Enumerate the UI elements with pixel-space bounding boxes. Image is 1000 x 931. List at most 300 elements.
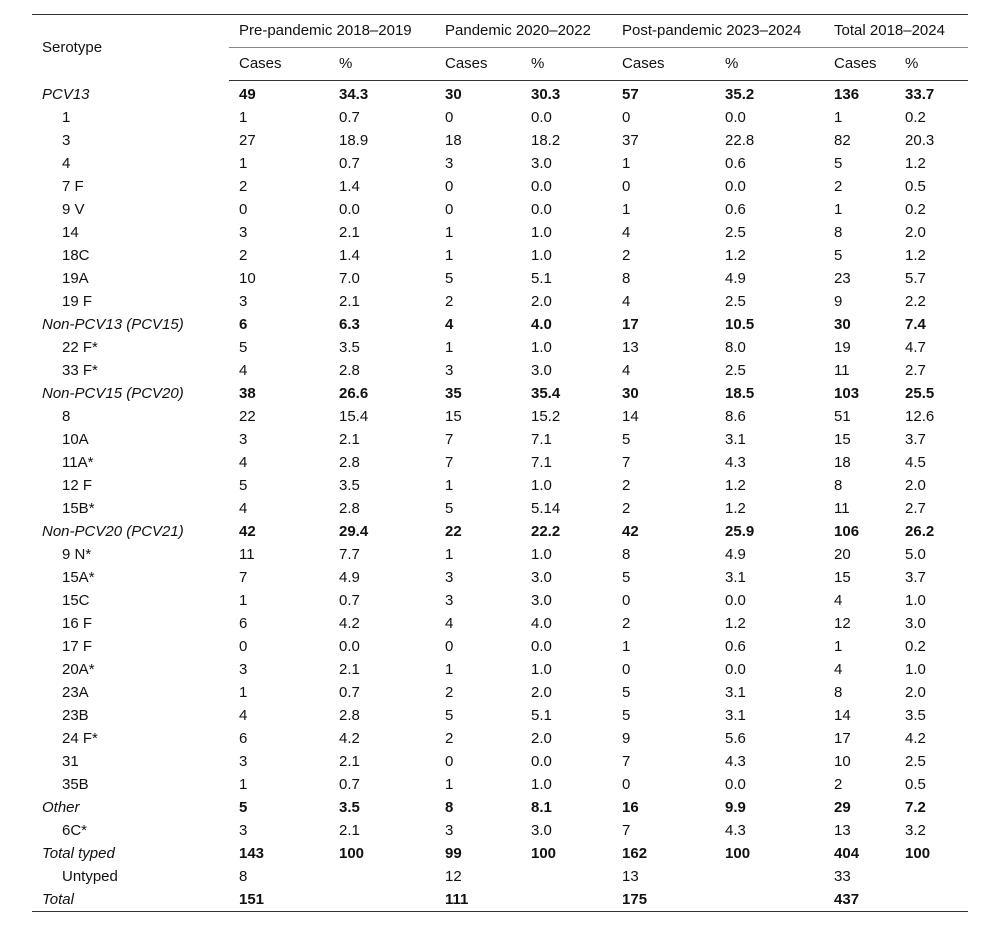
cases-cell: 162	[622, 845, 648, 862]
serotype-table-container	[32, 14, 968, 912]
percent-cell: 2.1	[339, 224, 360, 241]
table-row	[32, 428, 968, 451]
cases-header: Cases	[229, 48, 329, 81]
cases-cell: 3	[239, 431, 248, 448]
cases-cell: 7	[622, 822, 631, 839]
cases-cell: 4	[239, 707, 248, 724]
percent-cell	[895, 888, 968, 912]
cases-cell: 1	[445, 661, 454, 678]
serotype-label: 10A	[62, 431, 89, 448]
percent-cell: 1.0	[531, 776, 552, 793]
percent-cell: 4.2	[339, 615, 360, 632]
percent-cell: 3.0	[531, 155, 552, 172]
serotype-label: 4	[62, 155, 71, 172]
table-row	[32, 152, 968, 175]
cases-cell: 15	[834, 431, 851, 448]
serotype-label: Other	[42, 799, 80, 816]
percent-cell: 2.1	[339, 293, 360, 310]
percent-cell: 25.5	[905, 385, 935, 402]
serotype-label: Non-PCV15 (PCV20)	[42, 385, 184, 402]
percent-cell: 7.4	[905, 316, 926, 333]
cases-cell: 4	[239, 454, 248, 471]
cases-cell: 1	[445, 247, 454, 264]
cases-cell: 10	[834, 753, 851, 770]
cases-cell: 42	[622, 523, 639, 540]
table-row	[32, 819, 968, 842]
percent-cell: 7.1	[531, 431, 552, 448]
cases-cell: 4	[834, 661, 843, 678]
cases-cell: 1	[445, 546, 454, 563]
serotype-label: 33 F*	[62, 362, 98, 379]
percent-cell: 2.1	[339, 661, 360, 678]
percent-cell: 4.2	[339, 730, 360, 747]
table-row	[32, 405, 968, 428]
table-row	[32, 244, 968, 267]
percent-cell: 4.9	[725, 270, 746, 287]
percent-cell: 4.9	[725, 546, 746, 563]
serotype-label: Non-PCV13 (PCV15)	[42, 316, 184, 333]
percent-cell: 9.9	[725, 799, 746, 816]
cases-cell: 5	[834, 247, 843, 264]
percent-cell: 26.6	[339, 385, 369, 402]
cases-cell: 82	[834, 132, 851, 149]
percent-cell: 3.0	[531, 569, 552, 586]
cases-cell: 7	[622, 753, 631, 770]
cases-cell: 106	[834, 523, 860, 540]
percent-cell: 100	[905, 845, 931, 862]
percent-cell: 1.0	[905, 661, 926, 678]
percent-cell: 3.1	[725, 684, 746, 701]
percent-cell: 2.0	[531, 730, 552, 747]
serotype-label: Total	[32, 888, 229, 912]
cases-cell: 30	[622, 385, 639, 402]
serotype-label: Untyped	[62, 868, 118, 885]
percent-header: %	[329, 48, 435, 81]
percent-cell: 15.4	[339, 408, 369, 425]
category-row	[32, 81, 968, 107]
cases-cell: 0	[445, 201, 454, 218]
percent-cell: 0.0	[339, 638, 360, 655]
cases-cell: 13	[622, 339, 639, 356]
cases-cell: 1	[239, 684, 248, 701]
percent-cell: 3.5	[339, 799, 360, 816]
cases-cell: 2	[622, 500, 631, 517]
percent-cell: 33.7	[905, 86, 935, 103]
cases-cell: 51	[834, 408, 851, 425]
percent-cell: 2.1	[339, 431, 360, 448]
table-row	[32, 773, 968, 796]
percent-cell: 18.2	[531, 132, 561, 149]
cases-cell: 4	[239, 362, 248, 379]
cases-cell: 42	[239, 523, 256, 540]
percent-cell: 2.1	[339, 753, 360, 770]
percent-cell: 3.1	[725, 707, 746, 724]
percent-cell	[715, 888, 824, 912]
cases-cell: 37	[622, 132, 639, 149]
percent-cell: 0.0	[531, 178, 552, 195]
cases-header: Cases	[435, 48, 521, 81]
percent-cell: 3.0	[531, 592, 552, 609]
cases-cell: 0	[622, 776, 631, 793]
cases-cell: 1	[445, 477, 454, 494]
percent-cell: 3.5	[905, 707, 926, 724]
percent-cell: 5.6	[725, 730, 746, 747]
cases-cell: 57	[622, 86, 639, 103]
cases-cell: 49	[239, 86, 256, 103]
cases-cell: 5	[445, 707, 454, 724]
percent-cell: 7.2	[905, 799, 926, 816]
cases-cell: 143	[239, 845, 265, 862]
table-row	[32, 543, 968, 566]
percent-cell	[521, 888, 612, 912]
cases-cell: 14	[834, 707, 851, 724]
percent-cell: 0.7	[339, 592, 360, 609]
cases-cell: 3	[445, 362, 454, 379]
percent-cell: 2.8	[339, 454, 360, 471]
cases-cell: 1	[445, 776, 454, 793]
cases-cell: 136	[834, 86, 860, 103]
table-row	[32, 612, 968, 635]
cases-cell: 1	[834, 201, 843, 218]
cases-cell: 5	[622, 431, 631, 448]
cases-cell: 3	[445, 569, 454, 586]
cases-cell: 7	[622, 454, 631, 471]
serotype-label: 6C*	[62, 822, 88, 839]
cases-cell: 5	[445, 270, 454, 287]
table-row	[32, 451, 968, 474]
percent-cell: 0.0	[725, 109, 746, 126]
table-row	[32, 221, 968, 244]
percent-cell	[329, 865, 435, 888]
percent-cell: 0.0	[531, 753, 552, 770]
cases-cell: 13	[834, 822, 851, 839]
category-row	[32, 796, 968, 819]
percent-cell: 4.5	[905, 454, 926, 471]
percent-cell: 10.5	[725, 316, 755, 333]
percent-cell: 5.7	[905, 270, 926, 287]
cases-cell: 111	[435, 888, 521, 912]
cases-cell: 11	[239, 546, 255, 563]
percent-cell: 2.0	[531, 293, 552, 310]
cases-cell: 18	[445, 132, 462, 149]
table-row	[32, 497, 968, 520]
cases-cell: 2	[622, 615, 631, 632]
cases-cell: 33	[834, 868, 851, 885]
serotype-label: 20A*	[62, 661, 95, 678]
cases-cell: 30	[834, 316, 851, 333]
cases-cell: 17	[834, 730, 851, 747]
percent-cell: 0.0	[531, 201, 552, 218]
percent-cell: 1.0	[531, 339, 552, 356]
cases-cell: 3	[445, 822, 454, 839]
cases-cell: 7	[239, 569, 248, 586]
cases-cell: 1	[622, 638, 631, 655]
percent-cell: 1.2	[905, 247, 926, 264]
cases-cell: 4	[239, 500, 248, 517]
cases-cell: 5	[834, 155, 843, 172]
percent-cell: 0.0	[725, 592, 746, 609]
table-row	[32, 727, 968, 750]
percent-cell: 0.0	[339, 201, 360, 218]
percent-header: %	[715, 48, 824, 81]
percent-cell: 18.9	[339, 132, 369, 149]
cases-cell: 7	[445, 431, 454, 448]
serotype-label: 23B	[62, 707, 89, 724]
percent-cell: 2.1	[339, 822, 360, 839]
percent-cell: 30.3	[531, 86, 561, 103]
percent-cell: 7.0	[339, 270, 360, 287]
serotype-label: PCV13	[42, 85, 90, 103]
percent-cell: 8.1	[531, 799, 552, 816]
percent-cell: 2.0	[905, 684, 926, 701]
table-row	[32, 474, 968, 497]
percent-cell: 1.2	[725, 500, 746, 517]
percent-cell: 3.0	[531, 822, 552, 839]
percent-cell: 3.0	[905, 615, 926, 632]
cases-cell: 9	[834, 293, 843, 310]
cases-cell: 8	[834, 224, 843, 241]
cases-cell: 23	[834, 270, 851, 287]
cases-cell: 8	[834, 684, 843, 701]
percent-cell: 2.0	[905, 224, 926, 241]
percent-cell: 0.2	[905, 201, 926, 218]
serotype-label: 15B*	[62, 500, 95, 517]
category-row	[32, 382, 968, 405]
percent-cell: 1.2	[905, 155, 926, 172]
percent-cell: 26.2	[905, 523, 935, 540]
percent-cell: 8.6	[725, 408, 746, 425]
cases-cell: 3	[445, 592, 454, 609]
percent-cell: 100	[339, 845, 365, 862]
serotype-label: 3	[62, 132, 71, 149]
cases-cell: 18	[834, 454, 851, 471]
percent-cell: 20.3	[905, 132, 935, 149]
table-row	[32, 658, 968, 681]
percent-cell: 34.3	[339, 86, 369, 103]
percent-cell: 0.0	[531, 109, 552, 126]
serotype-label: 35B	[62, 776, 89, 793]
table-row	[32, 566, 968, 589]
cases-cell: 1	[622, 155, 631, 172]
period-header-total: Total 2018–2024	[824, 15, 968, 48]
cases-cell: 29	[834, 799, 851, 816]
serotype-label: 18C	[62, 247, 90, 264]
cases-cell: 3	[239, 293, 248, 310]
cases-cell: 103	[834, 385, 860, 402]
cases-cell: 99	[445, 845, 462, 862]
cases-cell: 1	[239, 592, 248, 609]
serotype-table	[32, 14, 968, 912]
period-header-pre: Pre-pandemic 2018–2019	[229, 15, 435, 48]
percent-cell: 4.2	[905, 730, 926, 747]
cases-cell: 5	[445, 500, 454, 517]
table-row	[32, 129, 968, 152]
percent-cell: 3.7	[905, 431, 926, 448]
cases-cell: 11	[834, 362, 850, 379]
cases-cell: 1	[239, 776, 248, 793]
percent-cell: 5.1	[531, 270, 552, 287]
percent-cell: 1.4	[339, 247, 360, 264]
percent-cell: 2.0	[905, 477, 926, 494]
serotype-label: 7 F	[62, 178, 84, 195]
cases-cell: 2	[622, 477, 631, 494]
cases-cell: 6	[239, 615, 248, 632]
percent-cell: 0.6	[725, 638, 746, 655]
cases-cell: 0	[445, 109, 454, 126]
percent-cell: 1.0	[531, 546, 552, 563]
cases-cell: 0	[622, 109, 631, 126]
cases-cell: 5	[239, 477, 248, 494]
cases-cell: 12	[445, 868, 462, 885]
percent-cell: 1.4	[339, 178, 360, 195]
percent-cell: 2.2	[905, 293, 926, 310]
table-row	[32, 681, 968, 704]
serotype-label: 9 N*	[62, 546, 92, 563]
cases-cell: 0	[445, 753, 454, 770]
cases-cell: 1	[239, 109, 248, 126]
serotype-label: 11A*	[62, 454, 94, 471]
table-row	[32, 704, 968, 727]
cases-cell: 2	[445, 730, 454, 747]
percent-cell: 100	[725, 845, 751, 862]
percent-cell: 22.8	[725, 132, 755, 149]
cases-cell: 2	[834, 776, 843, 793]
serotype-label: 16 F	[62, 615, 93, 632]
percent-cell: 1.0	[905, 592, 926, 609]
percent-cell: 18.5	[725, 385, 755, 402]
cases-cell: 0	[239, 201, 248, 218]
cases-cell: 3	[239, 224, 248, 241]
cases-cell: 5	[239, 799, 248, 816]
table-row	[32, 589, 968, 612]
percent-cell: 0.0	[531, 638, 552, 655]
percent-cell: 0.7	[339, 684, 360, 701]
percent-cell: 25.9	[725, 523, 755, 540]
percent-cell: 22.2	[531, 523, 561, 540]
cases-cell: 2	[622, 247, 631, 264]
percent-cell: 0.7	[339, 155, 360, 172]
percent-cell: 3.2	[905, 822, 926, 839]
percent-header: %	[521, 48, 612, 81]
table-row	[32, 635, 968, 658]
cases-cell: 3	[239, 822, 248, 839]
cases-cell: 8	[622, 270, 631, 287]
percent-cell: 2.0	[531, 684, 552, 701]
percent-cell: 2.8	[339, 362, 360, 379]
cases-cell: 1	[445, 224, 454, 241]
percent-cell	[715, 865, 824, 888]
cases-cell: 10	[239, 270, 256, 287]
serotype-label: 9 V	[62, 201, 85, 218]
cases-cell: 404	[834, 845, 860, 862]
cases-header: Cases	[612, 48, 715, 81]
serotype-header: Serotype	[32, 15, 229, 81]
cases-cell: 175	[612, 888, 715, 912]
percent-cell: 0.2	[905, 109, 926, 126]
serotype-label: 22 F*	[62, 339, 98, 356]
serotype-label: 24 F*	[62, 730, 98, 747]
cases-cell: 0	[239, 638, 248, 655]
serotype-label: Non-PCV20 (PCV21)	[42, 523, 184, 540]
percent-cell: 4.0	[531, 615, 552, 632]
percent-cell: 0.6	[725, 155, 746, 172]
cases-cell: 12	[834, 615, 851, 632]
percent-cell: 1.2	[725, 247, 746, 264]
cases-cell: 16	[622, 799, 639, 816]
serotype-label: 8	[62, 408, 71, 425]
percent-cell: 5.1	[531, 707, 552, 724]
period-header-post: Post-pandemic 2023–2024	[612, 15, 824, 48]
cases-cell: 1	[239, 155, 248, 172]
percent-cell: 4.7	[905, 339, 926, 356]
cases-cell: 5	[239, 339, 248, 356]
cases-header: Cases	[824, 48, 895, 81]
percent-cell: 2.8	[339, 500, 360, 517]
percent-cell: 3.5	[339, 339, 360, 356]
table-row	[32, 290, 968, 313]
period-header-pandemic: Pandemic 2020–2022	[435, 15, 612, 48]
cases-cell: 7	[445, 454, 454, 471]
cases-cell: 0	[445, 638, 454, 655]
percent-cell: 0.0	[725, 661, 746, 678]
percent-cell: 0.6	[725, 201, 746, 218]
cases-cell: 1	[834, 638, 843, 655]
cases-cell: 1	[445, 339, 454, 356]
cases-cell: 14	[622, 408, 639, 425]
percent-cell: 5.0	[905, 546, 926, 563]
table-row	[32, 359, 968, 382]
serotype-label: 15A*	[62, 569, 95, 586]
cases-cell: 151	[229, 888, 329, 912]
percent-cell: 4.3	[725, 454, 746, 471]
cases-cell: 15	[834, 569, 851, 586]
percent-cell: 3.0	[531, 362, 552, 379]
table-row	[32, 336, 968, 359]
cases-cell: 38	[239, 385, 256, 402]
cases-cell: 6	[239, 730, 248, 747]
percent-cell: 7.1	[531, 454, 552, 471]
cases-cell: 2	[445, 684, 454, 701]
percent-cell: 12.6	[905, 408, 935, 425]
percent-cell: 4.0	[531, 316, 552, 333]
cases-cell: 437	[824, 888, 895, 912]
percent-cell	[329, 888, 435, 912]
table-row	[32, 750, 968, 773]
percent-cell: 0.5	[905, 776, 926, 793]
cases-cell: 9	[622, 730, 631, 747]
serotype-label: 23A	[62, 684, 89, 701]
cases-cell: 4	[834, 592, 843, 609]
percent-header: %	[895, 48, 968, 81]
cases-cell: 0	[622, 592, 631, 609]
cases-cell: 0	[622, 661, 631, 678]
serotype-label: Total typed	[42, 845, 115, 862]
serotype-label: 19A	[62, 270, 89, 287]
cases-cell: 1	[622, 201, 631, 218]
table-row	[32, 267, 968, 290]
category-row	[32, 888, 968, 912]
serotype-label: 17 F	[62, 638, 93, 655]
percent-cell: 2.7	[905, 500, 926, 517]
percent-cell: 2.5	[725, 224, 746, 241]
percent-cell: 3.1	[725, 569, 746, 586]
percent-cell: 0.5	[905, 178, 926, 195]
percent-cell: 35.2	[725, 86, 755, 103]
cases-cell: 22	[445, 523, 462, 540]
percent-cell	[521, 865, 612, 888]
percent-cell	[895, 865, 968, 888]
percent-cell: 15.2	[531, 408, 561, 425]
